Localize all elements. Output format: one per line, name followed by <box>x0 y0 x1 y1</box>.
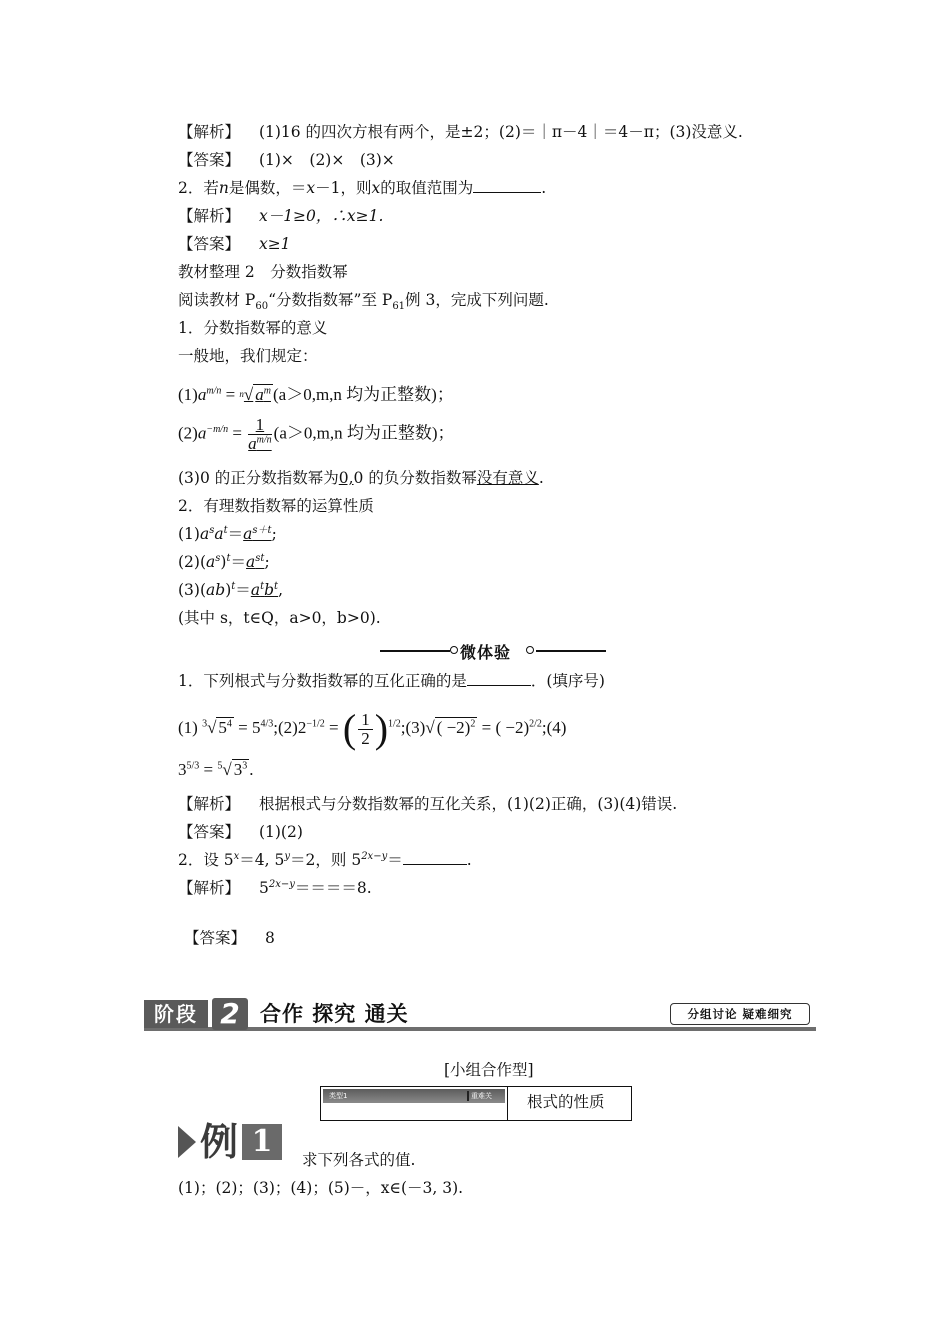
analysis-text: (1)16 的四次方根有两个，是±2；(2)＝｜π－4｜＝4－π；(3)没意义. <box>258 123 743 141</box>
micro-answer-1: 【答案】 (1)(2) <box>178 823 303 841</box>
fraction: $\frac{1}{a^{m/n}}$ <box>248 415 272 453</box>
general-statement: 一般地，我们规定： <box>178 347 318 365</box>
conditions: (其中 s，t∈Q，a>0，b>0). <box>178 609 381 627</box>
micro-answer-2: 【答案】 8 <box>184 929 275 947</box>
micro-analysis-1: 【解析】 根据根式与分数指数幂的互化关系，(1)(2)正确，(3)(4)错误. <box>178 795 678 813</box>
stage-label: 阶段 <box>144 1000 208 1028</box>
property-3: $(3)(ab)^t=a^tb^t$, <box>178 580 283 599</box>
analysis-line-2: 【解析】 x－1≥0，∴x≥1. <box>178 207 384 225</box>
stage-tag: 分组讨论 疑难细究 <box>670 1003 810 1025</box>
type-name: 根式的性质 <box>527 1093 605 1111</box>
analysis-tag: 【解析】 <box>178 123 241 141</box>
property-1: $(1)a^sa^t=a^{s+t}$; <box>178 524 277 543</box>
answer-blank <box>467 671 531 686</box>
property-2: $(2)(a^s)^t=a^{st}$; <box>178 552 270 571</box>
answer-line-2: 【答案】 x≥1 <box>178 235 291 253</box>
micro-options-row-2: $3^{5/3} = ^5√$ $3^3$ . <box>178 760 254 779</box>
definition-1: $(1)a^{m/n} = ^n√$ $a^m$ (a＞0,m,n 均为正整数)； <box>178 385 454 404</box>
stage-banner <box>144 997 816 1030</box>
stage-number: 2 <box>212 998 248 1030</box>
definition-3: (3)0 的正分数指数幂为0,0 的负分数指数幂没有意义. <box>178 469 544 487</box>
answer-tag: 【答案】 <box>178 151 241 169</box>
example-prompt: 求下列各式的值. <box>302 1151 416 1169</box>
definition-2: $(2)a^{-m/n}$ = $\frac{1}{a^{m/n}}$ (a＞0,m,n 均为正整数)； <box>178 415 455 453</box>
item-2-heading: 2．有理数指数幂的运算性质 <box>178 497 374 515</box>
micro-analysis-2: 【解析】 $5^{2x-y}====8$. <box>178 878 372 897</box>
arrow-icon <box>178 1126 196 1158</box>
example-number: 1 <box>242 1124 282 1160</box>
section-heading: 教材整理 2 分数指数幂 <box>178 263 348 281</box>
item-1-heading: 1．分数指数幂的意义 <box>178 319 328 337</box>
example-char: 例 <box>200 1120 239 1164</box>
group-cooperation-label: [小组合作型] <box>444 1061 534 1079</box>
answer-blank <box>473 178 541 193</box>
stage-title: 合作 探究 通关 <box>260 1002 409 1026</box>
example-marker <box>178 1118 288 1166</box>
answer-line-1 <box>178 150 395 170</box>
micro-experience-divider <box>380 640 606 662</box>
answer-text: (1)× (2)× (3)× <box>258 151 395 169</box>
micro-question-1: 1．下列根式与分数指数幂的互化正确的是 ．(填序号) <box>178 672 605 690</box>
question-2: 2．若n是偶数，＝x－1，则x的取值范围为 . <box>178 179 547 197</box>
analysis-line-1 <box>178 122 743 142</box>
reading-instruction: 阅读教材 $P_{60}“$分数指数幂”至 $P_{61}$例 3，完成下列问题. <box>178 291 549 313</box>
type-strip: 类型1 重难关 <box>323 1089 505 1103</box>
type-box <box>320 1086 632 1121</box>
example-items: (1)；(2)；(3)；(4)；(5)－，x∈(－3, 3). <box>178 1179 464 1197</box>
micro-options-row: (1) $^3$√ $5^4$ = $5^{4/3};(2)2^{-1/2}$ = ( $\frac{1}{2}$ )$^{1/2}$;(3)√ ( −2)$^2$ = ( −2)$^{2/2}$;(4) <box>178 706 567 752</box>
micro-question-2: 2．设 $5^x=4$, $5^y=2$，则 $5^{2x-y}=$ . <box>178 850 472 869</box>
divider-label: 微体验 <box>460 643 512 662</box>
answer-blank <box>403 850 467 865</box>
